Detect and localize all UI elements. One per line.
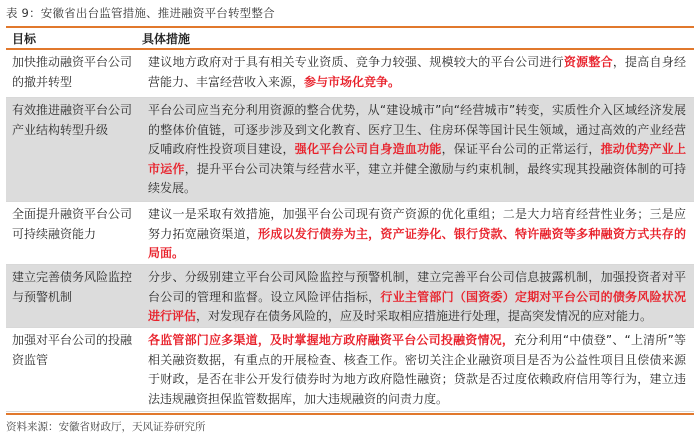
measures-cell [142,328,694,411]
measure-text: ，提升平台公司决策与经营水平，建立并健全激励与约束机制，最终实现其投融资体制的可持续发展。 [148,161,686,195]
source-note: 资料来源：安徽省财政厅，天风证券研究所 [6,421,206,433]
header-measures: 具体措施 [142,31,191,46]
header-goal: 目标 [12,31,37,46]
table-caption: 表 9：安徽省出台监管措施、推进融资平台转型整合 [6,6,275,20]
table-row [6,328,694,412]
goal-cell: 有效推进融资平台公司产业结构转型升级 [12,103,133,137]
goal-cell: 加强对平台公司的投融资监管 [12,333,133,367]
highlighted-text: 推动优势产业上市运作 [148,142,686,176]
goal-cell: 建立完善债务风险监控与预警机制 [12,270,133,304]
highlighted-text: 行业主管部门（国资委）定期对平台公司的债务风险状况进行评估 [148,289,686,323]
measures-cell [142,265,694,327]
table-row [6,98,694,202]
measures-cell [142,98,694,201]
measure-text: 充分利用“中债登”、“上清所”等相关融资数据，有重点的开展检查、核查工作。密切关注企业融资项目是否为公益性项目且偿债来源于财政，是否在非公开发行债券时为地方政府隐性融资；贷款是否过度依赖政府信用等行为，建立违法违规融资担保监管数据库，加大违规融资的问责力度。 [148,333,686,406]
goal-cell: 全面提升融资平台公司可持续融资能力 [12,207,133,241]
highlighted-text: 资源整合 [563,55,613,69]
table-row [6,265,694,328]
measure-text: ，保证平台公司的正常运行， [441,142,601,156]
highlighted-text: 强化平台公司自身造血功能 [294,142,442,156]
table-row [6,50,694,98]
measure-text: 分步、分级别建立平台公司风险监控与预警机制，建立完善平台公司信息披露机制，加强投资者对平台公司的管理和监督。设立风险评估指标， [148,270,686,304]
measure-text: ，对发现存在债务风险的，应及时采取相应措施进行处理，提高突发情况的应对能力。 [196,309,653,323]
measure-text: ，提高自身经营能力、丰富经营收入来源， [148,55,686,89]
goal-cell: 加快推动融资平台公司的撤并转型 [12,55,133,89]
measure-text: 平台公司应当充分利用资源的整合优势，从“建设城市”向“经营城市”转变，实质性介入区域经济发展的整体价值链，可逐步涉及到文化教育、医疗卫生、住房环保等国计民生领域，通过高效的产业经营反哺政府性投资项目建设， [148,103,686,156]
highlighted-text: 参与市场化竞争。 [304,74,401,89]
table-header [6,28,694,50]
measure-text: 建议地方政府对于具有相关专业资质、竞争力较强、规模较大的平台公司进行 [148,55,564,69]
table-row [6,202,694,265]
highlighted-text: 各监管部门应多渠道，及时掌握地方政府融资平台公司投融资情况， [148,333,515,347]
measures-cell [142,50,694,97]
measure-text: 建议一是采取有效措施，加强平台公司现有资产资源的优化重组；二是大力培育经营性业务；三是应努力拓宽融资渠道， [148,207,686,241]
table-bottom-rule [6,413,694,415]
measures-cell [142,202,694,264]
measures-table [6,26,694,412]
highlighted-text: 形成以发行债券为主，资产证券化、银行贷款、特许融资等多种融资方式共存的局面。 [148,226,686,260]
